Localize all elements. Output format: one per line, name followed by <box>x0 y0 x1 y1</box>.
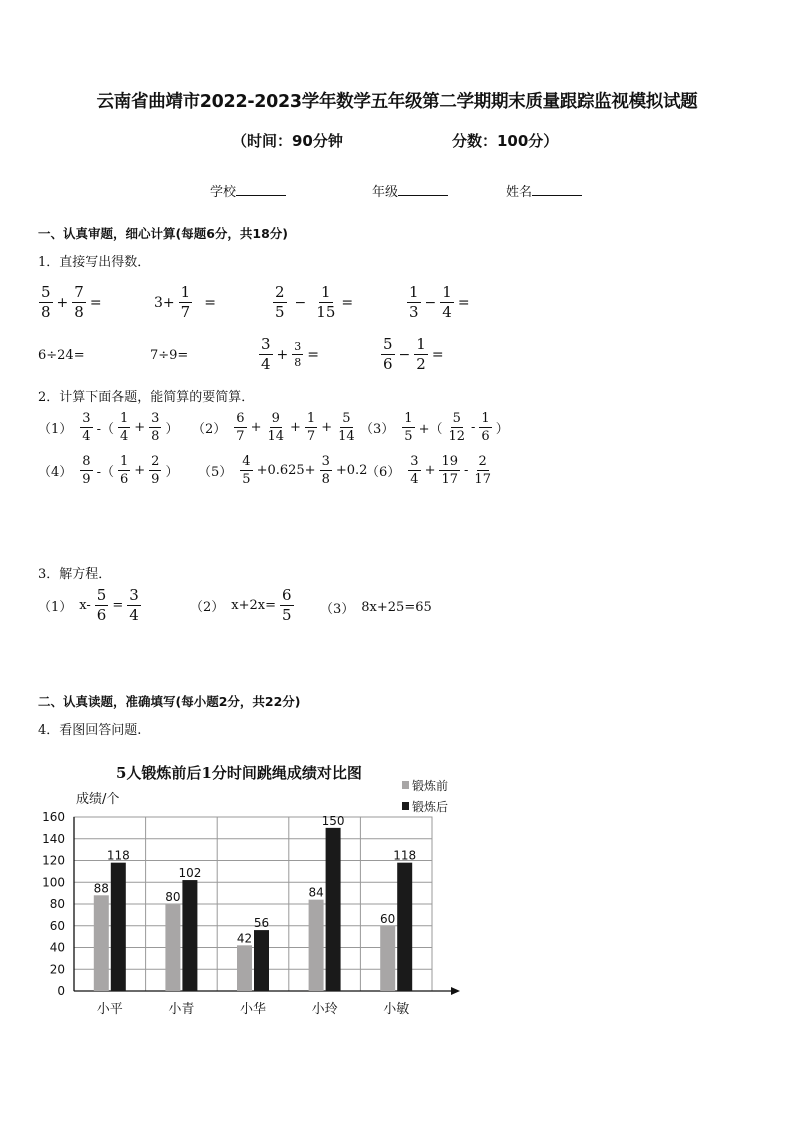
y-tick-label: 160 <box>42 810 65 824</box>
bar-before <box>380 926 395 991</box>
q2-item-6: （6） $\frac{3}{4}$ + $\frac{19}{17}$ - $\frac{2}{17}$ <box>366 454 491 487</box>
x-tick-label: 小敏 <box>383 1002 410 1017</box>
y-tick-label: 0 <box>57 984 65 998</box>
q1-item-c: $\frac{2}{5}$ − $\frac{1}{15}$ = <box>275 283 354 321</box>
x-tick-label: 小青 <box>168 1002 195 1017</box>
fraction: $\frac{7}{8}$ <box>74 283 84 321</box>
q1-item-h: $\frac{5}{6}$ − $\frac{1}{2}$ = <box>383 335 444 373</box>
fraction: $\frac{1}{3}$ <box>409 283 419 321</box>
fraction: $\frac{3}{8}$ <box>294 340 302 369</box>
bar-after <box>397 863 412 991</box>
q1-item-e: 6÷24= <box>38 348 85 363</box>
bar-after <box>254 930 269 991</box>
fraction: $\frac{2}{17}$ <box>474 454 491 487</box>
y-tick-label: 140 <box>42 831 65 846</box>
question-1: 1．直接写出得数． <box>38 255 151 270</box>
fraction: $\frac{5}{12}$ <box>448 411 466 444</box>
bar-before <box>237 945 252 991</box>
q2-item-2: （2） $\frac{6}{7}$ + $\frac{9}{14}$ + $\frac{1}{7}$ + $\frac{5}{14}$ <box>192 411 355 444</box>
legend-swatch <box>402 802 409 810</box>
fraction: $\frac{1}{15}$ <box>316 283 336 321</box>
q1-item-f: 7÷9= <box>150 348 189 363</box>
y-axis-label: 成绩/个 <box>76 792 120 807</box>
fraction: $\frac{1}{6}$ <box>119 454 129 487</box>
question-4: 4．看图回答问题. <box>38 723 142 738</box>
fraction: $\frac{3}{4}$ <box>129 586 139 624</box>
school-blank[interactable] <box>236 182 286 196</box>
exam-score: 分数：100分） <box>452 132 559 150</box>
bar-before <box>309 900 324 991</box>
q1-item-a: $\frac{5}{8}$ + $\frac{7}{8}$ = <box>41 283 102 321</box>
bar-after <box>326 828 341 991</box>
q3-item-3: （3） 8x+25=65 <box>320 600 432 617</box>
q2-item-5: （5） $\frac{4}{5}$ +0.625+ $\frac{3}{8}$ +0.2 <box>198 454 368 487</box>
q1-item-b: 3+ $\frac{1}{7}$ = <box>154 283 216 321</box>
y-tick-label: 20 <box>49 962 65 977</box>
fraction: $\frac{5}{14}$ <box>338 411 355 444</box>
data-label: 80 <box>165 890 181 904</box>
school-field: 学校 <box>210 181 286 200</box>
data-label: 102 <box>178 866 202 881</box>
q3-item-2: （2） x+2x= $\frac{6}{5}$ <box>190 586 292 624</box>
fraction: $\frac{3}{4}$ <box>261 335 271 373</box>
data-label: 118 <box>393 848 417 863</box>
fraction: $\frac{3}{4}$ <box>82 411 91 444</box>
data-label: 56 <box>253 916 270 931</box>
fraction: $\frac{9}{14}$ <box>267 411 285 444</box>
legend-label: 锻炼前 <box>412 779 449 793</box>
fraction: $\frac{5}{8}$ <box>41 283 51 321</box>
x-tick-label: 小华 <box>239 1002 267 1017</box>
fraction: $\frac{19}{17}$ <box>441 454 459 487</box>
bar-chart <box>30 775 470 1030</box>
q1-item-d: $\frac{1}{3}$ − $\frac{1}{4}$ = <box>409 283 470 321</box>
chart-title: 5人锻炼前后1分时间跳绳成绩对比图 <box>116 764 362 782</box>
x-axis-arrow <box>451 987 460 995</box>
q1-item-g: $\frac{3}{4}$ + $\frac{3}{8}$ = <box>261 335 320 373</box>
legend-swatch <box>402 781 409 789</box>
q3-item-1: （1） x- $\frac{5}{6}$ = $\frac{3}{4}$ <box>38 586 139 624</box>
data-label: 118 <box>106 848 130 863</box>
bar-before <box>165 904 180 991</box>
fraction: $\frac{5}{6}$ <box>383 335 393 373</box>
data-label: 88 <box>93 881 109 896</box>
legend-label: 锻炼后 <box>412 800 449 814</box>
q2-item-3: （3） $\frac{1}{5}$ +（ $\frac{5}{12}$ - $\frac{1}{6}$ ） <box>360 411 509 444</box>
fraction: $\frac{2}{5}$ <box>275 283 285 321</box>
data-label: 84 <box>308 885 324 900</box>
x-tick-label: 小玲 <box>311 1002 338 1017</box>
q2-item-1: （1） $\frac{3}{4}$ -（ $\frac{1}{4}$ + $\frac{3}{8}$ ） <box>38 411 179 444</box>
exam-time: （时间：90分钟 <box>232 132 343 150</box>
y-tick-label: 40 <box>49 940 65 955</box>
fraction: $\frac{2}{9}$ <box>151 454 160 487</box>
fraction: $\frac{1}{4}$ <box>442 283 452 321</box>
data-label: 42 <box>236 931 253 946</box>
fraction: $\frac{3}{8}$ <box>321 454 330 487</box>
fraction: $\frac{3}{4}$ <box>410 454 419 487</box>
fraction: $\frac{6}{7}$ <box>236 411 245 444</box>
bar-before <box>94 895 109 991</box>
fraction: $\frac{1}{7}$ <box>180 283 191 321</box>
section1-heading: 一、认真审题，细心计算(每题6分，共18分) <box>38 226 289 241</box>
fraction: $\frac{8}{9}$ <box>82 454 91 487</box>
fraction: $\frac{3}{8}$ <box>151 411 160 444</box>
data-label: 150 <box>321 813 345 828</box>
y-tick-label: 100 <box>42 875 65 890</box>
fraction: $\frac{1}{5}$ <box>404 411 413 444</box>
grade-field: 年级 <box>372 181 448 200</box>
fraction: $\frac{5}{6}$ <box>96 586 107 624</box>
section2-heading: 二、认真读题，准确填写(每小题2分，共22分) <box>38 694 301 709</box>
name-field: 姓名 <box>506 181 582 200</box>
y-tick-label: 60 <box>49 918 65 933</box>
name-blank[interactable] <box>532 182 582 196</box>
fraction: $\frac{1}{6}$ <box>481 411 490 444</box>
fraction: $\frac{1}{2}$ <box>416 335 426 373</box>
fraction: $\frac{1}{7}$ <box>306 411 316 444</box>
q2-item-4: （4） $\frac{8}{9}$ -（ $\frac{1}{6}$ + $\frac{2}{9}$ ） <box>38 454 179 487</box>
x-tick-label: 小平 <box>96 1002 123 1017</box>
question-2: 2．计算下面各题，能简算的要简算． <box>38 390 255 405</box>
bar-after <box>182 880 197 991</box>
fraction: $\frac{6}{5}$ <box>282 586 292 624</box>
exam-title: 云南省曲靖市2022-2023学年数学五年级第二学期期末质量跟踪监视模拟试题 <box>96 92 698 112</box>
y-tick-label: 80 <box>49 897 65 911</box>
fraction: $\frac{4}{5}$ <box>242 454 251 487</box>
y-tick-label: 120 <box>42 853 65 868</box>
data-label: 60 <box>380 911 396 926</box>
bar-after <box>111 863 126 991</box>
question-3: 3．解方程． <box>38 567 112 582</box>
fraction: $\frac{1}{4}$ <box>119 411 129 444</box>
grade-blank[interactable] <box>398 182 448 196</box>
